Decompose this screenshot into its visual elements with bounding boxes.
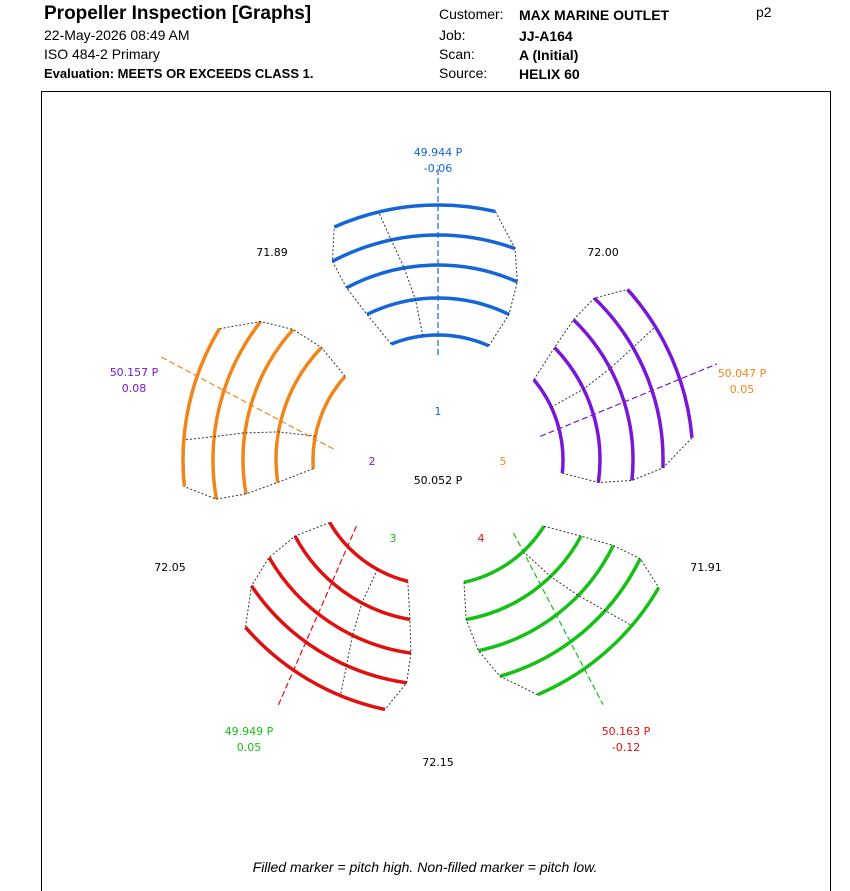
blade-4-section-arc <box>269 558 411 654</box>
page-number: p2 <box>756 4 772 20</box>
customer-value: MAX MARINE OUTLET <box>519 7 670 23</box>
blade-4-pitch-line <box>277 526 356 707</box>
blade-1-section-arc <box>391 335 489 346</box>
blade-1-section-arc <box>334 205 495 227</box>
blade-2-section-arc <box>574 320 633 481</box>
blade-spacing-label: 71.91 <box>690 561 722 574</box>
blade-3-number-label: 3 <box>389 532 397 545</box>
report-standard: ISO 484-2 Primary <box>44 46 160 62</box>
blade-1-section-arc <box>332 235 515 261</box>
blade-4-dotted-outline <box>385 581 411 709</box>
blade-2-number-label: 2 <box>368 455 376 468</box>
report-title: Propeller Inspection [Graphs] <box>44 3 312 24</box>
customer-label: Customer: <box>439 6 504 22</box>
blade-4-pitch-label: 50.163 P <box>601 725 651 738</box>
blade-5-dotted-outline <box>219 322 345 377</box>
blade-3-deviation-label: 0.05 <box>236 741 262 754</box>
blade-3-dotted-outline <box>523 551 632 625</box>
blade-spacing-label: 72.05 <box>154 561 186 574</box>
report-datetime: 22-May-2026 08:49 AM <box>44 27 190 43</box>
blade-5-dotted-outline <box>184 469 313 499</box>
blade-1-dotted-outline <box>332 227 391 344</box>
blade-4-deviation-label: -0.12 <box>611 741 641 754</box>
blade-2-deviation-label: 0.08 <box>121 382 147 395</box>
blade-3-section-arc <box>538 588 659 695</box>
blade-3-pitch-label: 49.949 P <box>224 725 274 738</box>
blade-1-section-arc <box>347 265 518 288</box>
source-value: HELIX 60 <box>519 66 580 82</box>
blade-5-section-arc <box>243 330 293 494</box>
blade-2-dotted-outline <box>551 327 655 407</box>
blade-3-section-arc <box>500 559 640 677</box>
blade-2-dotted-outline <box>562 438 692 483</box>
blade-5-pitch-label: 50.047 P <box>717 367 767 380</box>
blade-5-number-label: 5 <box>499 455 507 468</box>
blade-3-pitch-line <box>514 533 603 705</box>
blade-5-deviation-label: 0.05 <box>729 383 755 396</box>
job-value: JJ-A164 <box>519 28 573 44</box>
blade-1-pitch-label: 49.944 P <box>413 146 463 159</box>
blade-spacing-label: 72.00 <box>587 246 619 259</box>
scan-label: Scan: <box>439 46 475 62</box>
blade-5-section-arc <box>313 376 345 468</box>
blade-5-dotted-outline <box>184 432 315 440</box>
blade-3-section-arc <box>479 546 614 651</box>
job-label: Job: <box>439 27 466 43</box>
mean-pitch-label: 50.052 P <box>413 474 463 487</box>
blade-4-number-label: 4 <box>477 532 485 545</box>
blade-1-number-label: 1 <box>434 405 442 418</box>
blade-4-section-arc <box>252 586 407 683</box>
blade-1-deviation-label: -0.06 <box>423 162 453 175</box>
blade-spacing-label: 72.15 <box>422 756 454 769</box>
source-label: Source: <box>439 65 488 81</box>
report-evaluation: Evaluation: MEETS OR EXCEEDS CLASS 1. <box>44 66 314 81</box>
scan-value: A (Initial) <box>519 47 579 63</box>
marker-legend: Filled marker = pitch high. Non-filled marker = pitch low. <box>252 859 598 875</box>
blade-spacing-label: 71.89 <box>256 246 288 259</box>
blade-5-pitch-line <box>162 357 334 449</box>
blade-2-dotted-outline <box>534 289 628 379</box>
blade-5-section-arc <box>213 322 261 500</box>
blade-3-section-arc <box>464 526 544 582</box>
blade-2-section-arc <box>534 380 563 473</box>
blade-3-dotted-outline <box>544 526 659 587</box>
blade-2-pitch-label: 50.157 P <box>109 366 159 379</box>
